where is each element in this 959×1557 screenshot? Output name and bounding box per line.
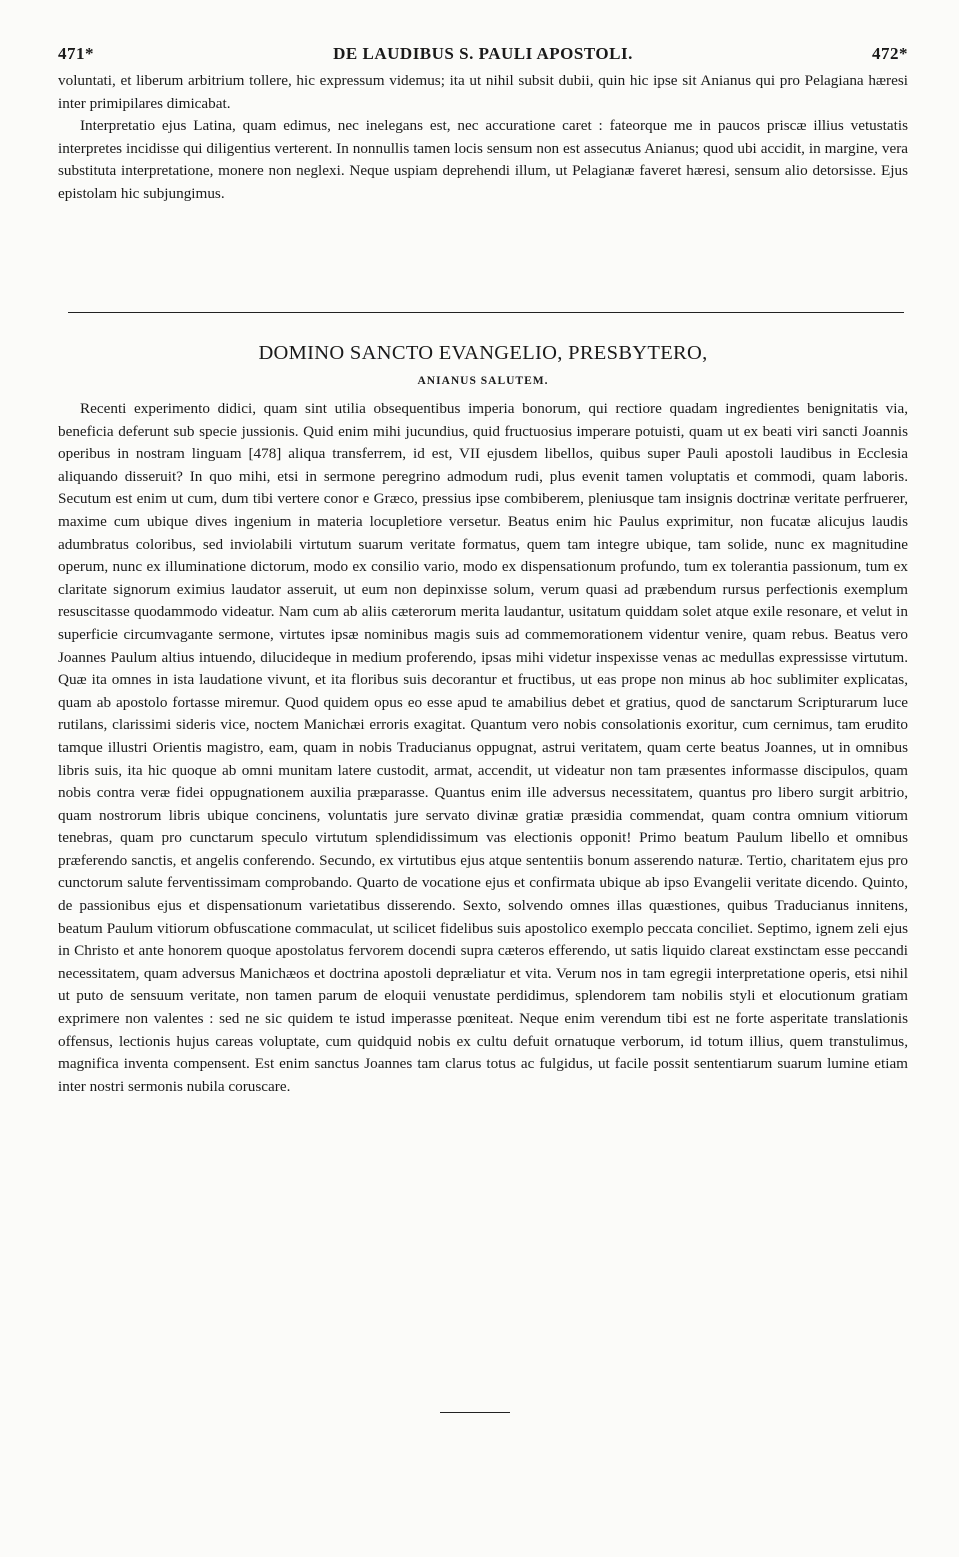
end-divider <box>440 1412 510 1413</box>
section-divider <box>68 312 904 313</box>
intro-text <box>58 70 908 206</box>
page-number-left: 471* <box>58 44 94 63</box>
running-title: DE LAUDIBUS S. PAULI APOSTOLI. <box>333 44 633 63</box>
page-number-right: 472* <box>872 44 908 63</box>
epistle-subtitle: ANIANUS SALUTEM. <box>417 375 549 387</box>
epistle-title: DOMINO SANCTO EVANGELIO, PRESBYTERO, <box>258 342 708 364</box>
intro-paragraph-1: voluntati, et liberum arbitrium tollere, hic expressum videmus; ita ut nihil subsit dubii, quin hic ipse sit Anianus qui pro Pelagiana hæresi inter primipilares dimicabat. <box>58 72 908 112</box>
running-header <box>58 44 908 68</box>
intro-paragraph-2: Interpretatio ejus Latina, quam edimus, nec inelegans est, nec accuratione caret : fateorque me in paucos priscæ illius vetustatis interpretes incidisse qui diligentius verterent. In nonnullis tamen locis sensum non est assecutus Anianus; quod ubi accidit, in margine, vera substituta interpretatione, monere non neglexi. Neque uspiam deprehendi illum, ut Pelagianæ faveret hæresi, sensum alio detorsisse. Ejus epistolam hic subjungimus. <box>58 117 908 202</box>
epistle-body: Recenti experimento didici, quam sint utilia obsequentibus imperia bonorum, qui rectiore quadam ingredientes benignitatis via, beneficia deferunt sub specie jussionis. Quid enim mihi jucundius, quid fructuosius imperare potuisti, quam ut ex beati viri sancti Joannis operibus in nostram linguam [478] aliqua transferrem, id est, VII ejusdem libellos, quibus super Pauli apostoli laudibus in Ecclesia aliquando disseruit? In quo mihi, etsi in sermone peregrino admodum rudi, plus evenit tamen voluptatis et commodi, quam laboris. Secutum est enim ut cum, dum tibi vertere conor e Græco, pressius ipse combiberem, pleniusque tam insignis doctrinæ veritate perfruerer, maxime cum ubique dives ingenium in materia locupletiore versetur. Beatus enim hic Paulus exprimitur, non fucatæ alicujus laudis adumbratus coloribus, sed inviolabili virtutum suarum veritate formatus, quem tam integre ubique, tam solide, nunc ex magnitudine operum, nunc ex illuminatione dictorum, modo ex consilio vario, modo ex dispensationum profundo, tum ex tolerantia passionum, tum ex claritate signorum eximius laudator asseruit, ut eum non depinxisse solum, verum quasi ad præbendum rursus perfectionis exemplum resuscitasse quodammodo videatur. Nam cum ab aliis cæterorum merita laudantur, usitatum quiddam solet atque exile resonare, et velut in superficie circumvagante sermone, virtutes ipsæ nominibus magis suis ad commemorationem videntur venire, quam rebus. Beatus vero Joannes Paulum altius intuendo, dilucideque in medium proferendo, ipsas mihi videtur inspexisse venas ac medullas expressisse virtutum. Quæ ita omnes in ista laudatione vivunt, et ita floribus suis decorantur et fructibus, ut eas prope non minus ab hoc sublimiter explicatas, quam ab apostolo fortasse miremur. Quod quidem opus eo esse apud te amabilius debet et gratius, quod de sanctarum Scripturarum luce rutilans, clarissimi sideris vice, noctem Manichæi erroris exagitat. Quantum vero nobis consolationis exoritur, cum cernimus, tam erudito tamque illustri Orientis magistro, eam, quam in nobis Traducianus oppugnat, astrui veritatem, quam certe beatus Joannes, ut in omnibus libris suis, ita hic quoque ab omni munitam latere custodit, armat, accendit, ut videatur non tam præsentes informasse discipulos, quam nobis contra veræ fidei oppugnationem auxilia præparasse. Quantus enim ille adversus necessitatem, quantus pro libero surgit arbitrio, quam nostrorum libris ubique concinens, voluntatis jure servato divinæ gratiæ præsidia commendat, quam contra omnium vitiorum tenebras, quam pro cunctarum speculo virtutum splendidissimum vas electionis opponit! Primo beatum Paulum libello et omnibus præferendo sanctis, et angelis conferendo. Secundo, ex virtutibus ejus atque sententiis bonum asserendo naturæ. Tertio, charitatem ejus pro cunctorum salute ferventissimam comprobando. Quarto de vocatione ejus et confirmata ubique ab ipso Evangelii veritate dicendo. Quinto, de passionibus ejus et dispensationum varietatibus disserendo. Sexto, solvendo omnes illas quæstiones, quibus Traducianus innitens, beatum Paulum vitiorum obfuscatione commaculat, ut scilicet fidelibus suis apostolico exemplo peccata conciliet. Septimo, ignem zeli ejus in Christo et ante honorem quoque apostolatus fervorem docendi supra cæteros efferendo, ut satis liquido clareat exstinctam esse peccandi necessitatem, quam adversus Manichæos et doctrina apostoli depræliatur et vita. Verum nos in tam egregii interpretatione operis, etsi nihil ut puto de sensuum veritate, non tamen parum de eloquii venustate perdidimus, splendorem tam nobilis styli et elocutionum gratiam exprimere non valentes : sed ne sic quidem te istud imperasse pœniteat. Neque enim verendum tibi est ne forte asperitate translationis offensus, lectionis hujus careas voluptate, cum quidquid nobis ex cultu defuit ornatuque verborum, id totum illius, quem transtulimus, magnifica inventa compensent. Est enim sanctus Joannes tam clarus totus ac fulgidus, ut facile possit sententiarum suarum lumine etiam inter nostri sermonis nubila coruscare. <box>58 400 908 1095</box>
